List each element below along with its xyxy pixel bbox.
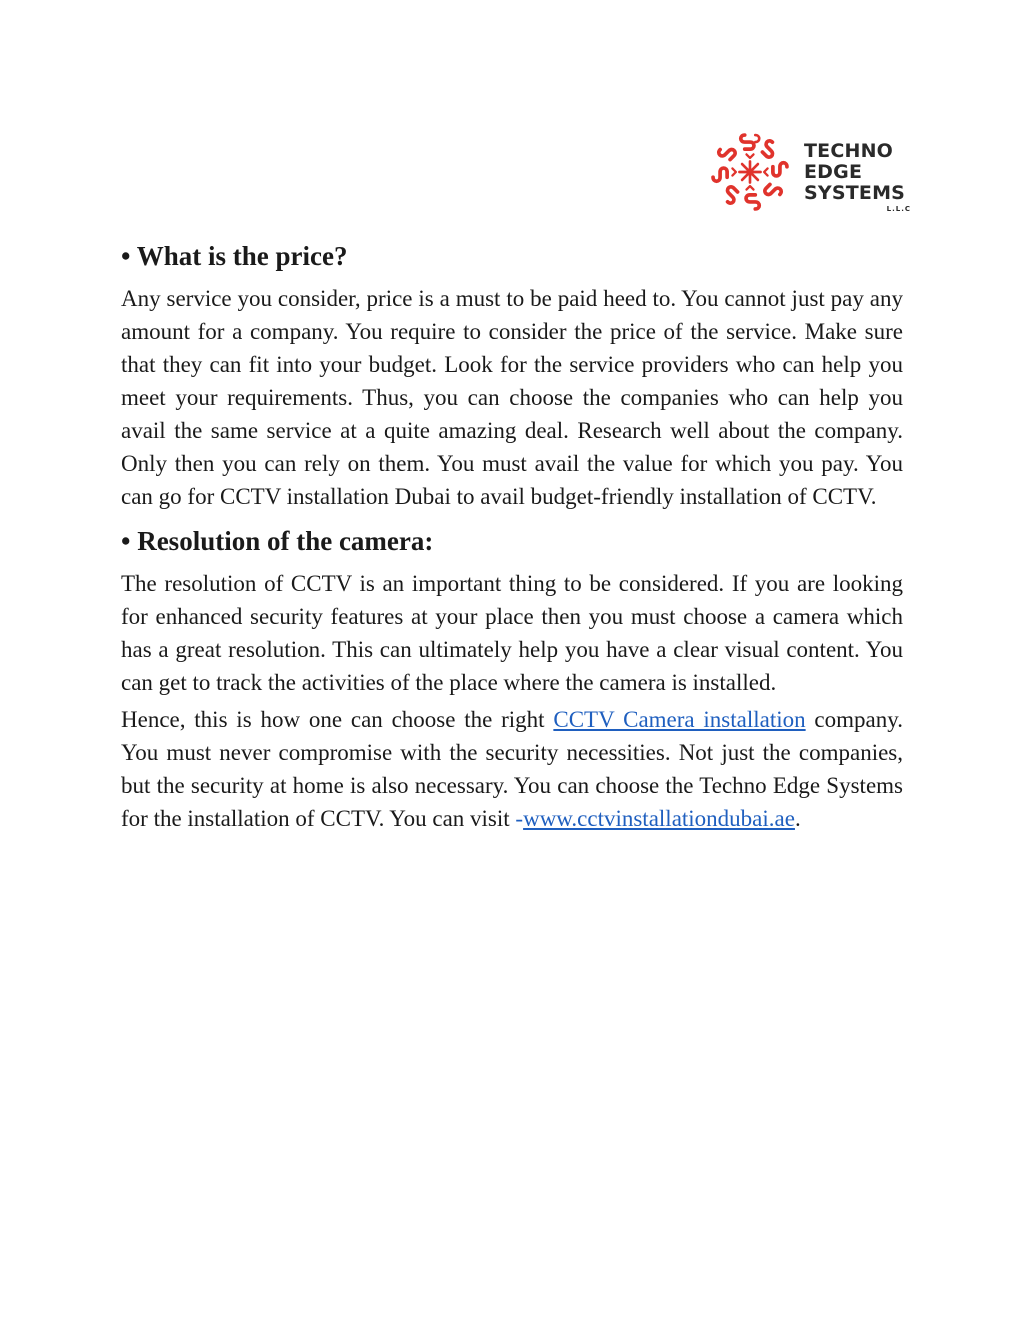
closing-paragraph (121, 703, 903, 835)
logo-line-edge: EDGE (804, 161, 863, 183)
section-heading-resolution: • Resolution of the camera: (121, 526, 434, 556)
cctv-camera-installation-link[interactable]: CCTV Camera installation (553, 707, 806, 732)
logo-llc: L.L.C (886, 205, 912, 213)
logo-wordmark (804, 140, 912, 213)
closing-text-start: Hence, this is how one can choose the right (121, 707, 554, 732)
website-link[interactable]: www.cctvinstallationdubai.ae (523, 806, 795, 831)
closing-text-middle: company. You must never compromise with the security necessities. Not just the companies, but the security at home is also necessary. You can choose the Techno Edge Systems for the installation of CCTV. You can visit (121, 707, 903, 831)
section-paragraph-resolution: The resolution of CCTV is an important thing to be considered. If you are looking for enhanced security features at your place then you must choose a camera which has a great resolution. This can ultimately help you have a clear visual content. You can get to track the activities of the place where the camera is installed. (121, 571, 903, 695)
section-heading-price: • What is the price? (121, 241, 348, 271)
snowflake-s-logo-icon (706, 128, 794, 216)
document-body (121, 236, 903, 843)
logo-line-techno: TECHNO (804, 140, 894, 162)
logo-line-systems: SYSTEMS (804, 182, 906, 204)
section-paragraph-price: Any service you consider, price is a must to be paid heed to. You cannot just pay any amount for a company. You require to consider the price of the service. Make sure that they can fit into your budget. Look for the service providers who can help you meet your requirements. Thus, you can choose the companies who can help you avail the same service at a quite amazing deal. Research well about the company. Only then you can rely on them. You must avail the value for which you pay. You can go for CCTV installation Dubai to avail budget-friendly installation of CCTV. (121, 286, 903, 509)
company-logo (706, 128, 912, 218)
link-dash: - (515, 806, 524, 831)
closing-period: . (794, 806, 801, 831)
